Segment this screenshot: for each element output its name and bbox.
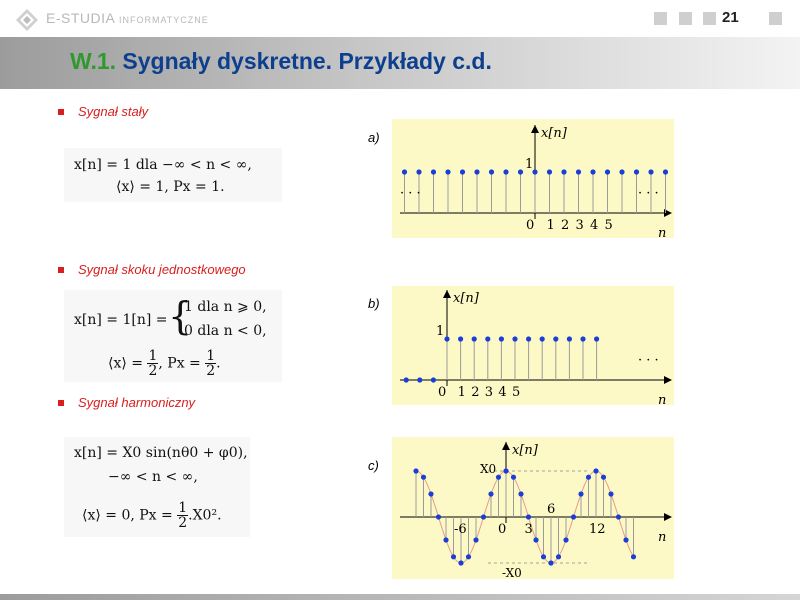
data-point <box>485 336 490 341</box>
data-point <box>580 336 585 341</box>
y-axis-label: x[n] <box>541 126 567 141</box>
data-point <box>619 169 624 174</box>
data-point <box>518 491 523 496</box>
data-point <box>663 169 668 174</box>
brace-icon: { <box>168 294 193 338</box>
nav-last-button[interactable] <box>769 12 782 25</box>
data-point <box>474 169 479 174</box>
data-point <box>489 169 494 174</box>
data-point <box>511 475 516 480</box>
data-point <box>421 475 426 480</box>
nav-first-button[interactable] <box>654 12 667 25</box>
chart-b <box>392 286 674 405</box>
logo-icon <box>14 6 40 32</box>
formula-line: ⟨x⟩ = $\frac{1}{2}$ , Px = $\frac{1}{2}$ . <box>108 348 221 379</box>
data-point <box>458 560 463 565</box>
plot-label-a: a) <box>368 130 380 145</box>
data-point <box>548 560 553 565</box>
data-point <box>590 169 595 174</box>
tick-label: 12 <box>589 522 606 537</box>
formula-line: ⟨x⟩ = 0, Px = $\frac{1}{2}$ .X0². <box>82 500 222 531</box>
nav-prev-button[interactable] <box>679 12 692 25</box>
plot-label-b: b) <box>368 296 380 311</box>
tick-label: 0 <box>526 218 535 233</box>
data-point <box>413 468 418 473</box>
tick-label: 0 <box>438 385 447 400</box>
data-point <box>526 336 531 341</box>
formula-line: 1 dla n ⩾ 0, <box>184 299 267 315</box>
formula-line: ⟨x⟩ = 1, Px = 1. <box>116 179 225 195</box>
bullet-icon <box>58 267 64 273</box>
tick-label: 6 <box>547 502 556 517</box>
formula-line: x[n] = X0 sin(nθ0 + φ0), <box>74 445 248 461</box>
page-number: 21 <box>722 9 739 26</box>
data-point <box>571 514 576 519</box>
data-point <box>458 336 463 341</box>
data-point <box>436 514 441 519</box>
data-point <box>586 475 591 480</box>
data-point <box>460 169 465 174</box>
data-point <box>488 491 493 496</box>
data-point <box>444 336 449 341</box>
data-point <box>561 169 566 174</box>
level-label: 1 <box>436 324 445 339</box>
data-point <box>473 537 478 542</box>
data-point <box>594 336 599 341</box>
x-axis-label: n <box>658 393 667 405</box>
nav-next-button[interactable] <box>703 12 716 25</box>
bullet-icon <box>58 109 64 115</box>
tick-label: 4 <box>498 385 507 400</box>
ellipsis-left: · · · <box>400 186 421 201</box>
level-label: 1 <box>525 157 534 172</box>
data-point <box>451 554 456 559</box>
bullet-icon <box>58 400 64 406</box>
x-axis-arrow <box>664 376 672 384</box>
amplitude-label-pos: X0 <box>480 462 497 476</box>
data-point <box>466 554 471 559</box>
data-point <box>567 336 572 341</box>
formula-harmonic <box>64 437 250 537</box>
y-axis-arrow <box>531 125 539 133</box>
data-point <box>518 169 523 174</box>
data-point <box>541 554 546 559</box>
data-point <box>404 377 409 382</box>
data-point <box>431 169 436 174</box>
formula-constant <box>64 148 282 202</box>
tick-label: 2 <box>471 385 480 400</box>
x-axis-label: n <box>658 226 667 238</box>
amplitude-label-neg: -X0 <box>502 566 522 579</box>
tick-label: 5 <box>512 385 521 400</box>
data-point <box>634 169 639 174</box>
data-point <box>512 336 517 341</box>
title-text: Sygnały dyskretne. Przykłady c.d. <box>122 48 492 74</box>
data-point <box>472 336 477 341</box>
tick-label: 4 <box>590 218 599 233</box>
data-point <box>499 336 504 341</box>
data-point <box>428 491 433 496</box>
formula-line: x[n] = 1 dla −∞ < n < ∞, <box>74 157 252 173</box>
formula-step <box>64 290 282 382</box>
data-point <box>593 468 598 473</box>
title-number: W.1. <box>70 48 117 74</box>
data-point <box>526 514 531 519</box>
logo-main: E-STUDIA <box>46 10 115 26</box>
formula-line: 0 dla n < 0, <box>184 323 267 339</box>
data-point <box>533 537 538 542</box>
data-point <box>417 377 422 382</box>
data-point <box>540 336 545 341</box>
data-point <box>605 169 610 174</box>
slide-title <box>70 48 492 75</box>
tick-label: 3 <box>484 385 494 400</box>
data-point <box>503 468 508 473</box>
tick-label: -6 <box>454 522 467 537</box>
formula-line: x[n] = 1[n] = <box>74 312 168 328</box>
data-point <box>481 514 486 519</box>
tick-label: 3 <box>575 218 584 233</box>
data-point <box>623 537 628 542</box>
logo-sub: INFORMATYCZNE <box>118 15 209 25</box>
data-point <box>631 554 636 559</box>
data-point <box>608 491 613 496</box>
data-point <box>556 554 561 559</box>
data-point <box>416 169 421 174</box>
y-axis-arrow <box>443 290 451 298</box>
bottom-bar <box>0 594 800 600</box>
data-point <box>616 514 621 519</box>
tick-label: 1 <box>546 218 555 233</box>
data-point <box>431 377 436 382</box>
section-label-harmonic: Sygnał harmoniczny <box>78 395 196 410</box>
tick-label: 5 <box>604 218 613 233</box>
data-point <box>443 537 448 542</box>
y-axis-arrow <box>502 442 510 450</box>
y-axis-label: x[n] <box>453 291 479 306</box>
data-point <box>496 475 501 480</box>
ellipsis-right: · · · <box>638 186 659 201</box>
data-point <box>553 336 558 341</box>
section-label-step: Sygnał skoku jednostkowego <box>78 262 246 277</box>
section-label-constant: Sygnał stały <box>78 104 149 119</box>
tick-label: 2 <box>561 218 570 233</box>
x-axis-label: n <box>658 530 667 545</box>
data-point <box>601 475 606 480</box>
plot-label-c: c) <box>368 458 379 473</box>
tick-label: 0 <box>498 522 507 537</box>
chart-a <box>392 119 674 238</box>
x-axis-arrow <box>664 513 672 521</box>
data-point <box>576 169 581 174</box>
logo-text <box>46 10 209 26</box>
tick-label: 1 <box>457 385 466 400</box>
data-point <box>445 169 450 174</box>
data-point <box>402 169 407 174</box>
tick-label: 3 <box>524 522 533 537</box>
data-point <box>578 491 583 496</box>
y-axis-label: x[n] <box>512 443 538 458</box>
data-point <box>563 537 568 542</box>
data-point <box>648 169 653 174</box>
data-point <box>547 169 552 174</box>
formula-line: −∞ < n < ∞, <box>108 469 198 485</box>
data-point <box>503 169 508 174</box>
chart-c <box>392 437 674 579</box>
ellipsis-right: · · · <box>638 353 659 368</box>
